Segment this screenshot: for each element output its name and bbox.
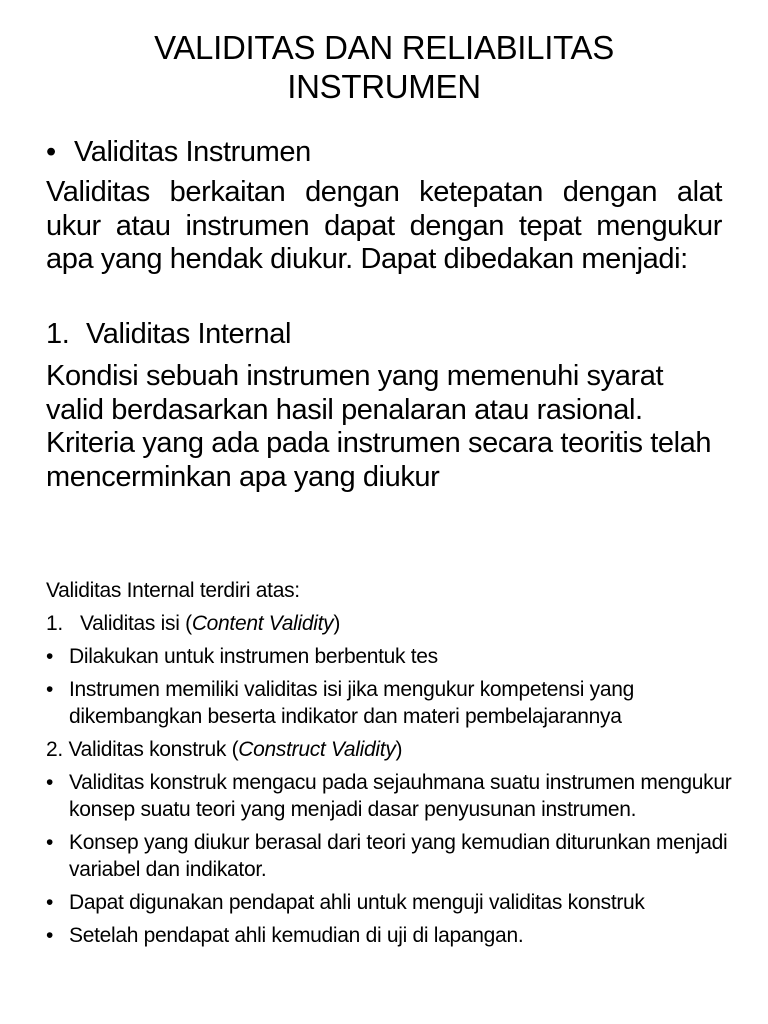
bullet-validitas-instrumen	[46, 136, 722, 170]
bullet-marker: •	[46, 831, 54, 854]
bullet-text: Instrumen memiliki validitas isi jika mengukur kompetensi yang dikembangkan beserta indikator dan materi pembelajarannya	[69, 678, 634, 728]
bullet-text: Setelah pendapat ahli kemudian di uji di lapangan.	[69, 924, 524, 947]
bullet-text: Konsep yang diukur berasal dari teori yang kemudian diturunkan menjadi variabel dan indikator.	[69, 831, 728, 881]
bullet-item	[46, 643, 736, 670]
bullet-marker: •	[46, 136, 56, 168]
slide-title	[40, 28, 728, 106]
bullet-text: Dilakukan untuk instrumen berbentuk tes	[69, 645, 438, 668]
item-text: 2. Validitas konstruk (	[46, 738, 239, 761]
bullet-marker: •	[46, 771, 54, 794]
bullet-item	[46, 922, 736, 949]
bullet-marker: •	[46, 924, 54, 947]
item-italic: Construct Validity	[238, 738, 396, 761]
slide-validitas-internal-terdiri	[46, 577, 736, 955]
bullet-marker: •	[46, 678, 54, 701]
numbered-text: Validitas Internal	[86, 318, 292, 350]
bullet-item	[46, 829, 736, 883]
paragraph-kondisi: Kondisi sebuah instrumen yang memenuhi syarat valid berdasarkan hasil penalaran atau rasional. Kriteria yang ada pada instrumen secara teoritis telah mencerminkan apa yang diukur	[46, 360, 712, 493]
numbered-item-validitas-konstruk	[46, 736, 736, 763]
bullet-text: Validitas konstruk mengacu pada sejauhmana suatu instrumen mengukur konsep suatu teori yang menjadi dasar penyusunan instrumen.	[69, 771, 732, 821]
item-close: )	[333, 612, 341, 635]
intro-text: Validitas Internal terdiri atas:	[46, 579, 300, 602]
bullet-text: Dapat digunakan pendapat ahli untuk menguji validitas konstruk	[69, 891, 645, 914]
title-line-2: INSTRUMEN	[287, 68, 481, 105]
title-line-1: VALIDITAS DAN RELIABILITAS	[154, 29, 614, 66]
number-marker: 1.	[46, 612, 63, 635]
item-text: Validitas isi (	[80, 612, 192, 635]
bullet-item	[46, 889, 736, 916]
item-close: )	[395, 738, 403, 761]
number-marker: 1.	[46, 318, 70, 350]
numbered-item-validitas-isi	[46, 610, 736, 637]
bullet-item	[46, 676, 736, 730]
bullet-marker: •	[46, 891, 54, 914]
bullet-item	[46, 769, 736, 823]
paragraph-definition: Validitas berkaitan dengan ketepatan dengan alat ukur atau instrumen dapat dengan tepat mengukur apa yang hendak diukur. Dapat dibedakan menjadi:	[46, 176, 722, 275]
bullet-text: Validitas Instrumen	[74, 136, 311, 168]
numbered-validitas-internal	[46, 318, 722, 352]
item-italic: Content Validity	[191, 612, 334, 635]
bullet-marker: •	[46, 645, 54, 668]
